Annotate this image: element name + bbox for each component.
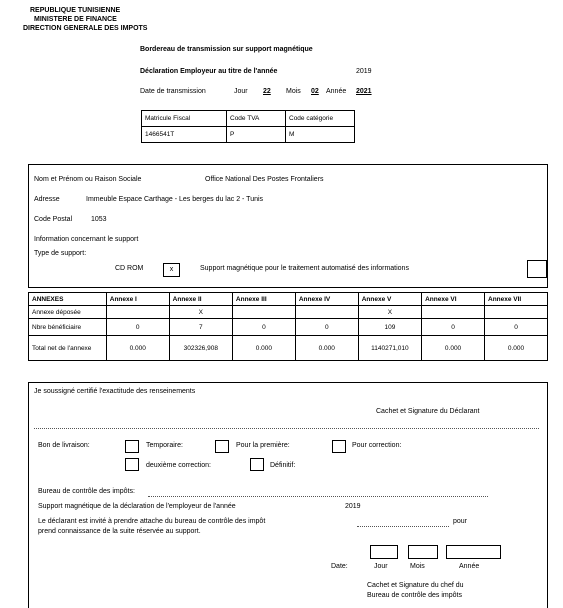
correction-checkbox[interactable] bbox=[332, 440, 346, 453]
annexes-header: ANNEXES bbox=[29, 293, 107, 306]
table-cell: X bbox=[358, 306, 421, 319]
id-table bbox=[141, 110, 355, 143]
table-cell: 302326,908 bbox=[169, 336, 232, 361]
annexe-header: Annexe V bbox=[358, 293, 421, 306]
date-mois-label: Mois bbox=[410, 563, 425, 570]
row-label: Annexe déposée bbox=[29, 306, 107, 319]
magnetique-checkbox[interactable] bbox=[527, 260, 547, 278]
table-cell: 0.000 bbox=[106, 336, 169, 361]
date-jour-label: Jour bbox=[374, 563, 388, 570]
header-line1: REPUBLIQUE TUNISIENNE bbox=[30, 7, 121, 14]
cdrom-label: CD ROM bbox=[115, 265, 144, 272]
support-info-label: Information concernant le support bbox=[34, 236, 139, 243]
table-cell bbox=[232, 306, 295, 319]
table-cell: 109 bbox=[358, 319, 421, 336]
date-label: Date: bbox=[331, 563, 348, 570]
mois-value: 02 bbox=[311, 88, 319, 95]
header-line2: MINISTERE DE FINANCE bbox=[34, 16, 117, 23]
header-line3: DIRECTION GENERALE DES IMPOTS bbox=[23, 25, 148, 32]
bureau-controle-line bbox=[148, 496, 488, 497]
table-cell: 0.000 bbox=[232, 336, 295, 361]
date-jour-box[interactable] bbox=[370, 545, 398, 559]
cachet-chef-line2: Bureau de contrôle des impôts bbox=[367, 592, 462, 599]
jour-value: 22 bbox=[263, 88, 271, 95]
cp-label: Code Postal bbox=[34, 216, 73, 223]
cachet-declarant: Cachet et Signature du Déclarant bbox=[376, 408, 480, 415]
signature-line bbox=[34, 428, 539, 429]
temporaire-label: Temporaire: bbox=[146, 442, 183, 449]
table-cell: 7 bbox=[169, 319, 232, 336]
date-transmission-label: Date de transmission bbox=[140, 88, 206, 95]
table-row bbox=[29, 336, 548, 361]
correction-label: Pour correction: bbox=[352, 442, 402, 449]
cp-value: 1053 bbox=[91, 216, 107, 223]
date-annee-label: Année bbox=[459, 563, 480, 570]
id-value-tva: P bbox=[227, 127, 286, 143]
deuxieme-correction-checkbox[interactable] bbox=[125, 458, 139, 471]
temporaire-checkbox[interactable] bbox=[125, 440, 139, 453]
annexe-header: Annexe III bbox=[232, 293, 295, 306]
table-cell: 0 bbox=[485, 319, 548, 336]
cdrom-checkbox[interactable] bbox=[163, 263, 180, 277]
table-cell: 0.000 bbox=[485, 336, 548, 361]
table-row bbox=[29, 306, 548, 319]
definitif-checkbox[interactable] bbox=[250, 458, 264, 471]
id-header-matricule: Matricule Fiscal bbox=[142, 111, 227, 127]
invite-pour: pour bbox=[453, 518, 468, 525]
table-cell: 0.000 bbox=[295, 336, 358, 361]
annexe-header: Annexe I bbox=[106, 293, 169, 306]
annexes-table bbox=[28, 292, 548, 361]
adresse-label: Adresse bbox=[34, 196, 60, 203]
id-value-categorie: M bbox=[286, 127, 355, 143]
definitif-label: Définitif: bbox=[270, 462, 296, 469]
table-cell: 0 bbox=[232, 319, 295, 336]
adresse-value: Immeuble Espace Carthage - Les berges du lac 2 - Tunis bbox=[86, 196, 264, 203]
annexe-header: Annexe VII bbox=[485, 293, 548, 306]
id-header-categorie: Code catégorie bbox=[286, 111, 355, 127]
mois-label: Mois bbox=[286, 88, 301, 95]
premiere-checkbox[interactable] bbox=[215, 440, 229, 453]
table-cell bbox=[295, 306, 358, 319]
support-annee-value: 2019 bbox=[345, 503, 361, 510]
date-mois-box[interactable] bbox=[408, 545, 438, 559]
jour-label: Jour bbox=[234, 88, 248, 95]
bon-livraison-label: Bon de livraison: bbox=[38, 442, 90, 449]
bureau-controle-label: Bureau de contrôle des impôts: bbox=[38, 488, 135, 495]
annee-label: Année bbox=[326, 88, 347, 95]
cachet-chef-line1: Cachet et Signature du chef du bbox=[367, 582, 464, 589]
nom-label: Nom et Prénom ou Raison Sociale bbox=[34, 176, 142, 183]
table-cell bbox=[106, 306, 169, 319]
type-support-label: Type de support: bbox=[34, 250, 87, 257]
annexe-header: Annexe VI bbox=[422, 293, 485, 306]
table-cell: X bbox=[169, 306, 232, 319]
row-label: Total net de l'annexe bbox=[29, 336, 107, 361]
id-header-tva: Code TVA bbox=[227, 111, 286, 127]
date-annee-box[interactable] bbox=[446, 545, 501, 559]
annexe-header: Annexe II bbox=[169, 293, 232, 306]
annee-value: 2021 bbox=[356, 88, 372, 95]
table-cell: 1140271,010 bbox=[358, 336, 421, 361]
certification-section bbox=[28, 382, 548, 608]
table-cell: 0 bbox=[422, 319, 485, 336]
row-label: Nbre bénéficiaire bbox=[29, 319, 107, 336]
table-cell: 0 bbox=[295, 319, 358, 336]
id-value-matricule: 1466541T bbox=[142, 127, 227, 143]
premiere-label: Pour la première: bbox=[236, 442, 290, 449]
support-annee-label: Support magnétique de la déclaration de l'employeur de l'année bbox=[38, 503, 236, 510]
table-cell bbox=[422, 306, 485, 319]
invite-line1: Le déclarant est invité à prendre attache du bureau de contrôle des impôt bbox=[38, 518, 266, 525]
table-cell bbox=[485, 306, 548, 319]
table-cell: 0 bbox=[106, 319, 169, 336]
table-cell: 0.000 bbox=[422, 336, 485, 361]
bordereau-title: Bordereau de transmission sur support magnétique bbox=[140, 46, 313, 53]
magnetique-label: Support magnétique pour le traitement automatisé des informations bbox=[200, 265, 409, 272]
declaration-label: Déclaration Employeur au titre de l'année bbox=[140, 68, 278, 75]
invite-dots bbox=[357, 526, 449, 527]
cdrom-checkbox-mark: x bbox=[169, 266, 174, 273]
certifie-text: Je soussigné certifié l'exactitude des renseinements bbox=[34, 388, 196, 395]
annexe-header: Annexe IV bbox=[295, 293, 358, 306]
nom-value: Office National Des Postes Frontaliers bbox=[205, 176, 324, 183]
table-row bbox=[29, 319, 548, 336]
declaration-year: 2019 bbox=[356, 68, 372, 75]
invite-line2: prend connaissance de la suite réservée au support. bbox=[38, 528, 201, 535]
deuxieme-correction-label: deuxième correction: bbox=[146, 462, 211, 469]
